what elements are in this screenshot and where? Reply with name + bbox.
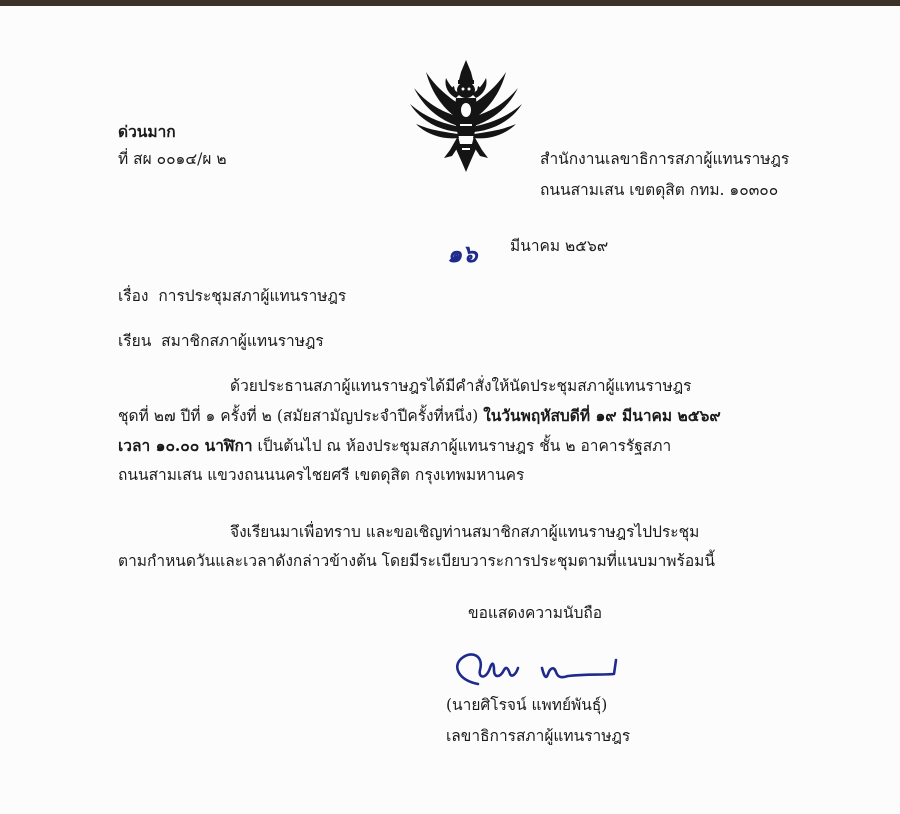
- reference-number: ที่ สผ ๐๐๑๔/ผ ๒: [118, 150, 227, 168]
- paragraph-line: [118, 431, 818, 461]
- date-month-year: มีนาคม ๒๕๖๙: [510, 237, 609, 255]
- paragraph-line: ด้วยประธานสภาผู้แทนราษฎรได้มีคำสั่งให้นัดประชุมสภาผู้แทนราษฎร: [230, 377, 692, 395]
- subject-label: เรื่อง: [118, 287, 149, 305]
- body-paragraph-1: [118, 372, 818, 490]
- paragraph-line: [118, 401, 818, 431]
- signer-title: เลขาธิการสภาผู้แทนราษฎร: [446, 727, 631, 745]
- meeting-venue: เป็นต้นไป ณ ห้องประชุมสภาผู้แทนราษฎร ชั้น ๒ อาคารรัฐสภา: [252, 437, 672, 455]
- meeting-date: ในวันพฤหัสบดีที่ ๑๙ มีนาคม ๒๕๖๙: [483, 406, 721, 425]
- paragraph-line: ตามกำหนดวันและเวลาดังกล่าวข้างต้น โดยมีระเบียบวาระการประชุมตามที่แนบมาพร้อมนี้: [118, 552, 715, 570]
- urgency-label: ด่วนมาก: [118, 122, 176, 141]
- recipient-line: [118, 334, 324, 350]
- meeting-session: ชุดที่ ๒๗ ปีที่ ๑ ครั้งที่ ๒ (สมัยสามัญประจำปีครั้งที่หนึ่ง): [118, 407, 484, 425]
- body-paragraph-2: [118, 518, 818, 576]
- recipient-text: สมาชิกสภาผู้แทนราษฎร: [161, 332, 324, 350]
- paragraph-line: จึงเรียนมาเพื่อทราบ และขอเชิญท่านสมาชิกสภาผู้แทนราษฎรไปประชุม: [230, 523, 700, 541]
- garuda-emblem-icon: [404, 58, 528, 176]
- paragraph-line: ถนนสามเสน แขวงถนนนครไชยศรี เขตดุสิต กรุงเทพมหานคร: [118, 466, 525, 484]
- official-letter: [0, 6, 900, 814]
- office-address: ถนนสามเสน เขตดุสิต กทม. ๑๐๓๐๐: [540, 181, 779, 199]
- recipient-label: เรียน: [118, 332, 152, 350]
- subject-text: การประชุมสภาผู้แทนราษฎร: [158, 287, 347, 305]
- handwritten-signature: [450, 644, 620, 690]
- date-day: ๑๖: [447, 239, 478, 268]
- signer-name: (นายศิโรจน์ แพทย์พันธุ์): [446, 696, 608, 714]
- subject-line: [118, 289, 346, 305]
- meeting-time: เวลา ๑๐.๐๐ นาฬิกา: [118, 436, 253, 455]
- office-name: สำนักงานเลขาธิการสภาผู้แทนราษฎร: [540, 150, 790, 168]
- closing-salutation: ขอแสดงความนับถือ: [468, 604, 603, 622]
